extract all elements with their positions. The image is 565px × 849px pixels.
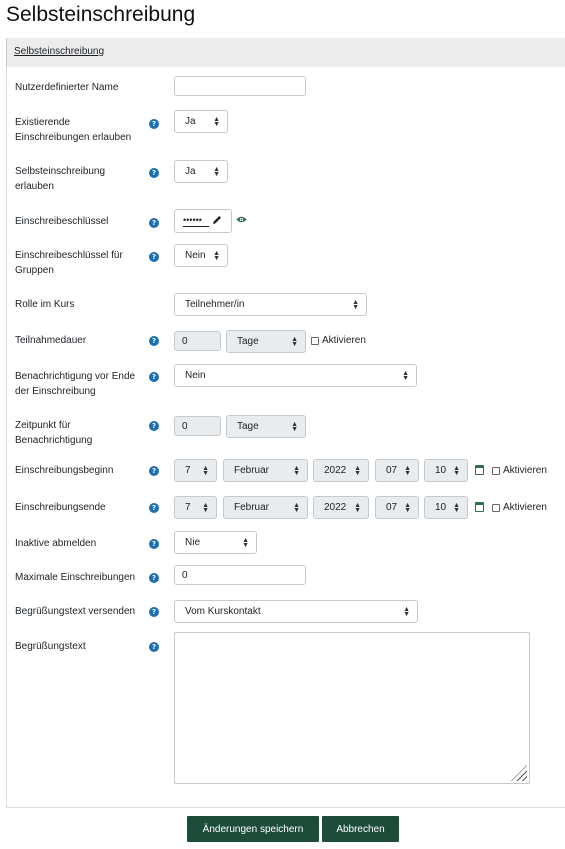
start-date-label: Einschreibungsbeginn bbox=[15, 465, 114, 476]
unenrol-inactive-value: Nie bbox=[185, 537, 201, 548]
self-enrol-label: Selbsteinschreibung erlauben bbox=[15, 166, 106, 192]
help-icon[interactable]: ? bbox=[149, 539, 159, 549]
help-icon[interactable]: ? bbox=[149, 218, 159, 228]
welcome-text-label: Begrüßungstext bbox=[15, 641, 86, 652]
select-caret-icon: ▲ ▼ bbox=[291, 335, 298, 348]
end-date-enable-label[interactable]: Aktivieren bbox=[503, 502, 547, 513]
start-year-select[interactable] bbox=[313, 459, 369, 482]
select-caret-icon: ▲ ▼ bbox=[293, 464, 300, 477]
start-hour-select[interactable] bbox=[375, 459, 419, 482]
role-label: Rolle im Kurs bbox=[15, 299, 75, 310]
select-caret-icon: ▲ ▼ bbox=[404, 501, 411, 514]
start-hour-value: 07 bbox=[386, 465, 398, 476]
select-caret-icon: ▲ ▼ bbox=[403, 605, 410, 618]
group-key-label: Einschreibeschlüssel für Gruppen bbox=[15, 250, 123, 276]
start-month-select[interactable] bbox=[223, 459, 308, 482]
end-day-value: 7 bbox=[185, 502, 191, 513]
help-icon[interactable]: ? bbox=[149, 372, 159, 382]
self-enrol-value: Ja bbox=[185, 166, 196, 177]
welcome-text-area[interactable] bbox=[174, 632, 530, 784]
notify-before-label: Benachrichtigung vor Ende der Einschreibung bbox=[15, 371, 136, 397]
start-minute-select[interactable] bbox=[424, 459, 468, 482]
select-caret-icon: ▲ ▼ bbox=[354, 464, 361, 477]
custom-name-input[interactable] bbox=[174, 76, 306, 96]
select-caret-icon: ▲ ▼ bbox=[453, 464, 460, 477]
select-caret-icon: ▲ ▼ bbox=[213, 249, 220, 262]
calendar-icon[interactable] bbox=[475, 502, 484, 512]
select-caret-icon: ▲ ▼ bbox=[213, 165, 220, 178]
select-caret-icon: ▲ ▼ bbox=[202, 464, 209, 477]
select-caret-icon: ▲ ▼ bbox=[453, 501, 460, 514]
calendar-icon[interactable] bbox=[475, 465, 484, 475]
help-icon[interactable]: ? bbox=[149, 503, 159, 513]
select-caret-icon: ▲ ▼ bbox=[202, 501, 209, 514]
end-day-select[interactable] bbox=[174, 496, 217, 519]
help-icon[interactable]: ? bbox=[149, 119, 159, 129]
save-changes-button[interactable]: Änderungen speichern bbox=[187, 816, 319, 842]
page-title: Selbsteinschreibung bbox=[6, 3, 196, 26]
start-month-value: Februar bbox=[234, 465, 270, 476]
existing-enrol-select[interactable] bbox=[174, 110, 228, 133]
duration-number-input[interactable]: 0 bbox=[174, 331, 221, 351]
end-month-value: Februar bbox=[234, 502, 270, 513]
send-welcome-value: Vom Kurskontakt bbox=[185, 606, 261, 617]
select-caret-icon: ▲ ▼ bbox=[354, 501, 361, 514]
custom-name-label: Nutzerdefinierter Name bbox=[15, 82, 119, 93]
start-day-value: 7 bbox=[185, 465, 191, 476]
end-year-value: 2022 bbox=[324, 502, 347, 513]
unenrol-inactive-select[interactable] bbox=[174, 531, 257, 554]
end-date-enable-checkbox[interactable] bbox=[492, 504, 500, 512]
end-minute-value: 10 bbox=[435, 502, 447, 513]
duration-unit-select[interactable] bbox=[226, 330, 306, 353]
cancel-button[interactable]: Abbrechen bbox=[322, 816, 399, 842]
help-icon[interactable]: ? bbox=[149, 336, 159, 346]
notify-before-value: Nein bbox=[185, 370, 206, 381]
start-year-value: 2022 bbox=[324, 465, 347, 476]
end-minute-select[interactable] bbox=[424, 496, 468, 519]
notify-time-number-input[interactable]: 0 bbox=[174, 416, 221, 436]
end-hour-value: 07 bbox=[386, 502, 398, 513]
help-icon[interactable]: ? bbox=[149, 466, 159, 476]
start-day-select[interactable] bbox=[174, 459, 217, 482]
existing-enrol-value: Ja bbox=[185, 116, 196, 127]
help-icon[interactable]: ? bbox=[149, 421, 159, 431]
max-enrolled-label: Maximale Einschreibungen bbox=[15, 572, 136, 583]
select-caret-icon: ▲ ▼ bbox=[213, 115, 220, 128]
notify-time-unit-value: Tage bbox=[237, 421, 259, 432]
existing-enrol-label: Existierende Einschreibungen erlauben bbox=[15, 117, 132, 143]
pencil-icon[interactable] bbox=[211, 214, 223, 226]
section-legend-link[interactable]: Selbsteinschreibung bbox=[14, 46, 105, 57]
enrol-key-masked-value: •••••• bbox=[183, 216, 209, 227]
send-welcome-label: Begrüßungstext versenden bbox=[15, 606, 136, 617]
select-caret-icon: ▲ ▼ bbox=[352, 298, 359, 311]
eye-icon[interactable] bbox=[236, 215, 247, 224]
end-year-select[interactable] bbox=[313, 496, 369, 519]
end-hour-select[interactable] bbox=[375, 496, 419, 519]
role-value: Teilnehmer/in bbox=[185, 299, 245, 310]
enrol-key-label: Einschreibeschlüssel bbox=[15, 216, 109, 227]
help-icon[interactable]: ? bbox=[149, 168, 159, 178]
resize-handle-icon[interactable] bbox=[511, 765, 527, 781]
notify-time-label: Zeitpunkt für Benachrichtigung bbox=[15, 420, 93, 446]
select-caret-icon: ▲ ▼ bbox=[404, 464, 411, 477]
group-key-value: Nein bbox=[185, 250, 206, 261]
unenrol-inactive-label: Inaktive abmelden bbox=[15, 538, 97, 549]
max-enrolled-input[interactable]: 0 bbox=[174, 565, 306, 585]
select-caret-icon: ▲ ▼ bbox=[242, 536, 249, 549]
select-caret-icon: ▲ ▼ bbox=[293, 501, 300, 514]
help-icon[interactable]: ? bbox=[149, 252, 159, 262]
duration-enable-checkbox[interactable] bbox=[311, 337, 319, 345]
end-date-label: Einschreibungsende bbox=[15, 502, 106, 513]
send-welcome-select[interactable] bbox=[174, 600, 418, 623]
start-date-enable-label[interactable]: Aktivieren bbox=[503, 465, 547, 476]
start-minute-value: 10 bbox=[435, 465, 447, 476]
notify-time-unit-select[interactable] bbox=[226, 415, 306, 438]
help-icon[interactable]: ? bbox=[149, 607, 159, 617]
start-date-enable-checkbox[interactable] bbox=[492, 467, 500, 475]
duration-enable-label[interactable]: Aktivieren bbox=[322, 335, 366, 346]
help-icon[interactable]: ? bbox=[149, 642, 159, 652]
select-caret-icon: ▲ ▼ bbox=[291, 420, 298, 433]
group-key-select[interactable] bbox=[174, 244, 228, 267]
end-month-select[interactable] bbox=[223, 496, 308, 519]
duration-label: Teilnahmedauer bbox=[15, 335, 87, 346]
select-caret-icon: ▲ ▼ bbox=[402, 369, 409, 382]
enrol-key-field[interactable] bbox=[174, 209, 232, 233]
notify-before-select[interactable] bbox=[174, 364, 417, 387]
duration-unit-value: Tage bbox=[237, 336, 259, 347]
help-icon[interactable]: ? bbox=[149, 573, 159, 583]
role-select[interactable] bbox=[174, 293, 367, 316]
self-enrol-select[interactable] bbox=[174, 160, 228, 183]
